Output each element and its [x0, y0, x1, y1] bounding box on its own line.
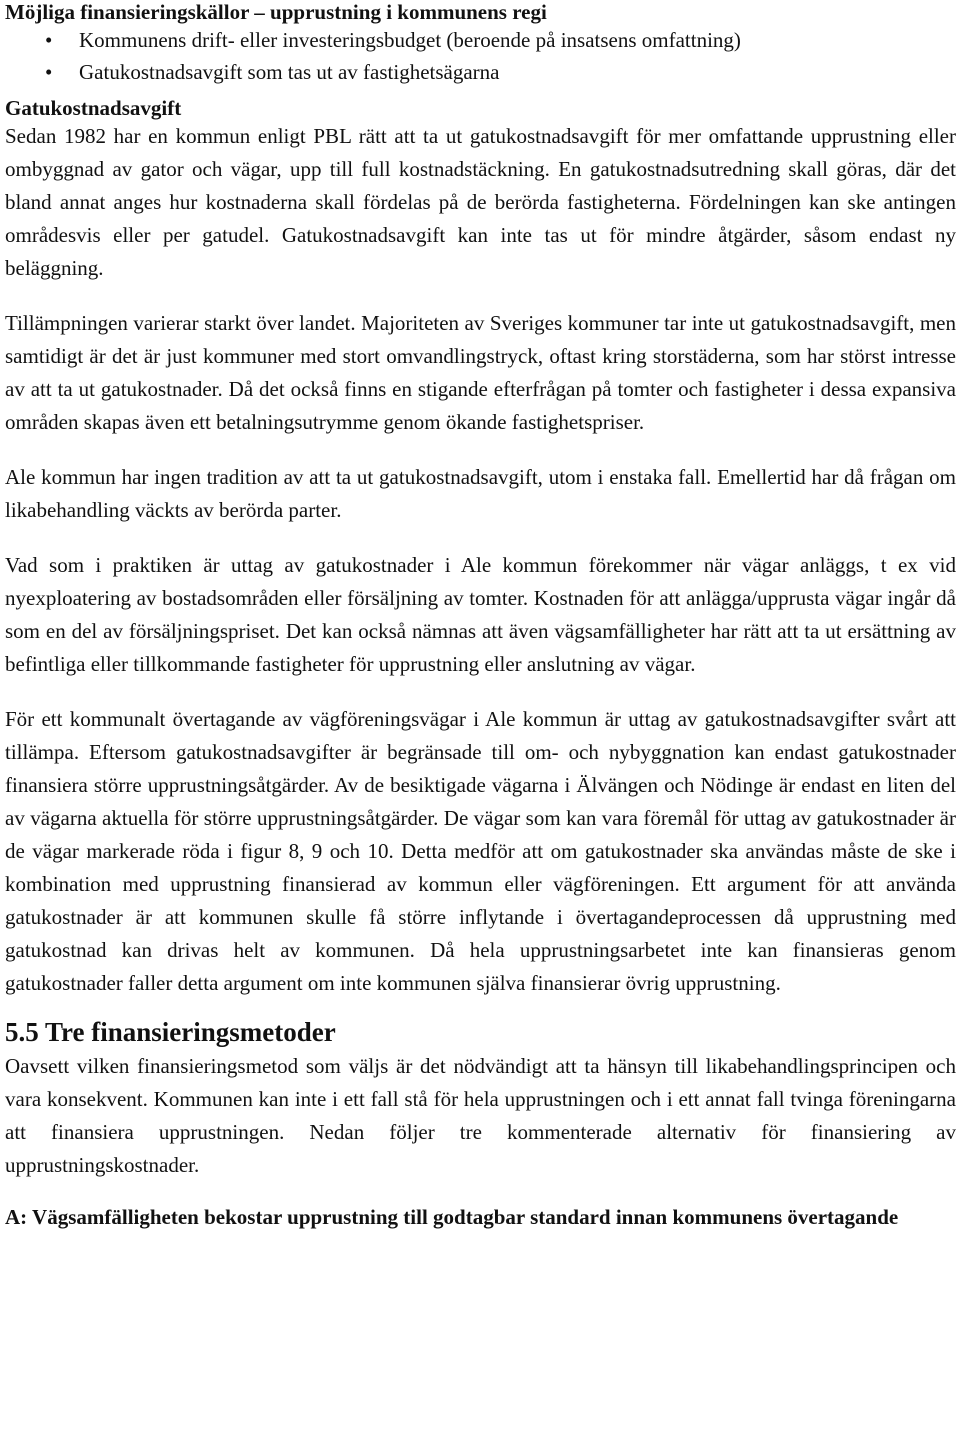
- paragraph-overtagande: För ett kommunalt övertagande av vägföreningsvägar i Ale kommun är uttag av gatukostnadsavgifter svårt att tillämpa. Eftersom gatukostnadsavgifter är begränsade till om- och nybyggnation kan endast gatukostnader finansiera större upprustningsåtgärder. Av de besiktigade vägarna i Älvängen och Nödinge är endast en liten del av vägarna aktuella för större upprustningsåtgärder. De vägar som kan vara föremål för uttag av gatukostnader är de vägar markerade röda i figur 8, 9 och 10. Detta medför att om gatukostnader ska användas måste de ske i kombination med upprustning finansierad av kommun eller vägföreningen. Ett argument för att använda gatukostnader är att kommunen skulle få större inflytande i övertagandeprocessen då upprustning med gatukostnad kan drivas helt av kommunen. Då hela upprustningsarbetet inte kan finansieras genom gatukostnader faller detta argument om inte kommunen själva finansierar övrig upprustning.: [5, 707, 956, 995]
- paragraph-praktiken: Vad som i praktiken är uttag av gatukostnader i Ale kommun förekommer när vägar anläggs, t ex vid nyexploatering av bostadsområden eller försäljning av tomter. Kostnaden för att anlägga/upprusta vägar ingår då som en del av försäljningspriset. Det kan också nämnas att även vägsamfälligheter har rätt att ta ut ersättning av befintliga eller tillkommande fastigheter för upprustning eller anslutning av vägar.: [5, 553, 956, 676]
- bullet-icon: •: [45, 28, 53, 52]
- financing-sources-list: [5, 24, 956, 88]
- section-heading: 5.5 Tre finansieringsmetoder: [5, 1017, 336, 1047]
- list-item-text: Gatukostnadsavgift som tas ut av fastighetsägarna: [79, 60, 500, 84]
- list-item: [5, 56, 956, 88]
- paragraph-ale-tradition: Ale kommun har ingen tradition av att ta ut gatukostnadsavgift, utom i enstaka fall. Emellertid har då frågan om likabehandling väckts av berörda parter.: [5, 465, 956, 522]
- paragraph-tillampning: Tillämpningen varierar starkt över landet. Majoriteten av Sveriges kommuner tar inte ut gatukostnadsavgift, men samtidigt är det är just kommuner med stort omvandlingstryck, oftast kring storstäderna, som har störst intresse av att ta ut gatukostnader. Då det också finns en stigande efterfrågan på tomter och fastigheter i dessa expansiva områden skapas även ett betalningsutrymme genom ökande fastighetspriser.: [5, 311, 956, 434]
- heading-financing-sources: Möjliga finansieringskällor – upprustning i kommunens regi: [5, 0, 547, 24]
- subheading-alternative-a: A: Vägsamfälligheten bekostar upprustning till godtagbar standard innan kommunens övertagande: [5, 1205, 899, 1229]
- subheading-gatukostnadsavgift: Gatukostnadsavgift: [5, 96, 182, 120]
- paragraph-pbl: Sedan 1982 har en kommun enligt PBL rätt att ta ut gatukostnadsavgift för mer omfattande upprustning eller ombyggnad av gator och vägar, upp till full kostnadstäckning. En gatukostnadsutredning skall göras, där det bland annat anges hur kostnaderna skall fördelas på de berörda fastigheterna. Fördelningen kan ske antingen områdesvis eller per gatudel. Gatukostnadsavgift kan inte tas ut för mindre åtgärder, såsom endast ny beläggning.: [5, 124, 956, 280]
- paragraph-likabehandling: Oavsett vilken finansieringsmetod som väljs är det nödvändigt att ta hänsyn till likabehandlingsprincipen och vara konsekvent. Kommunen kan inte i ett fall stå för hela upprustningen och i ett annat fall tvinga föreningarna att finansiera upprustningen. Nedan följer tre kommenterade alternativ för finansiering av upprustningskostnader.: [5, 1054, 956, 1177]
- list-item: [5, 24, 956, 56]
- list-item-text: Kommunens drift- eller investeringsbudget (beroende på insatsens omfattning): [79, 28, 741, 52]
- bullet-icon: •: [45, 60, 53, 84]
